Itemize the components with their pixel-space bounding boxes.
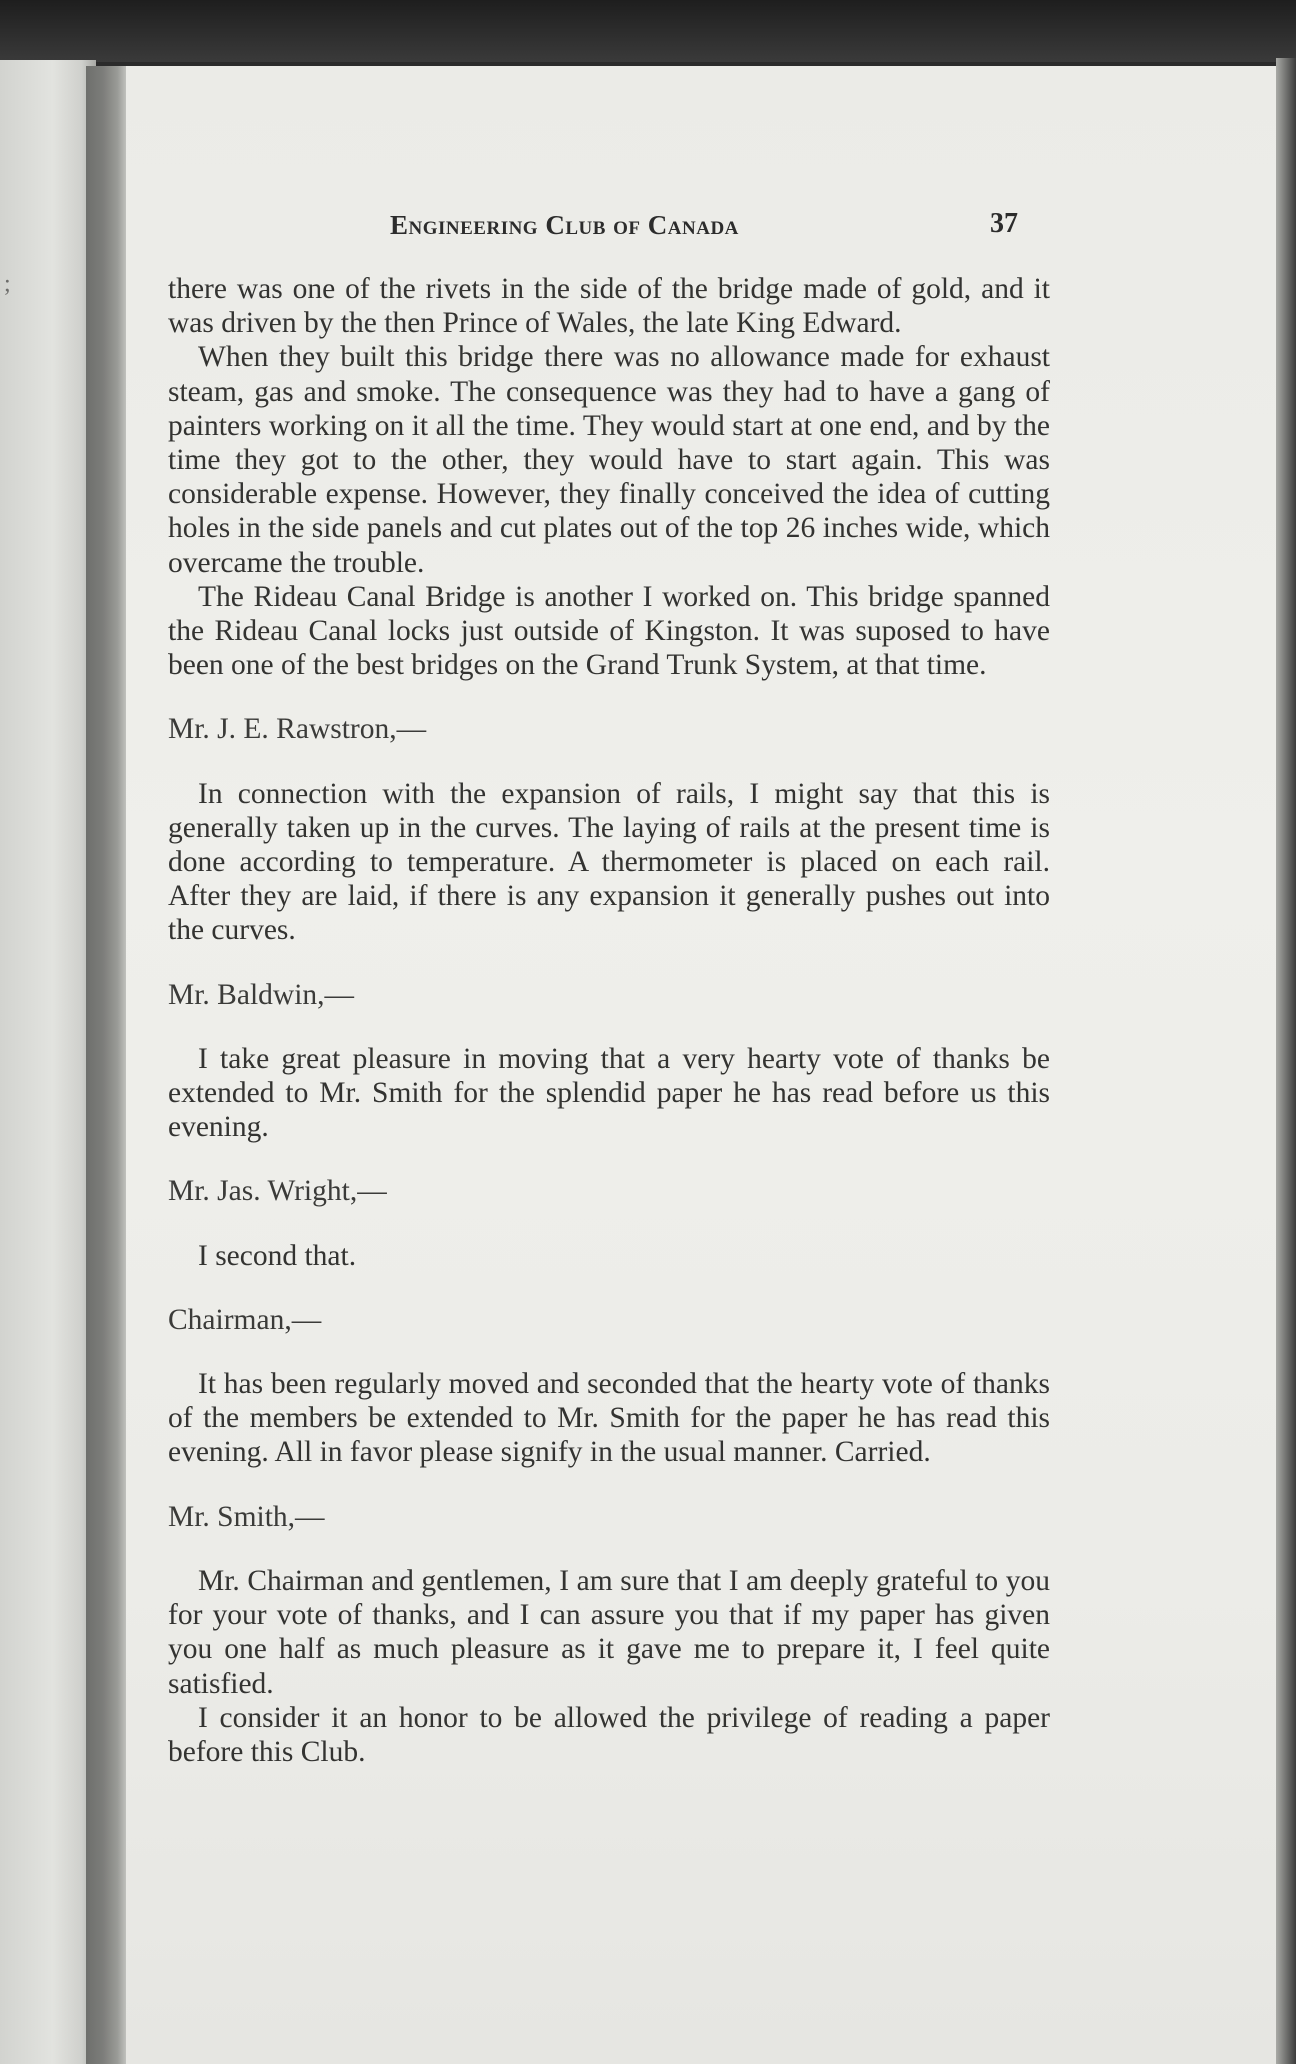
- paragraph: When they built this bridge there was no allowance made for exhaust steam, gas and smoke. The consequence was they had to have a gang of painters working on it all the time. They would start at one end, and by the time they got to the other, they would have to start again. This was considerable expense. However, they finally conceived the idea of cutting holes in the side panels and cut plates out of the top 26 inches wide, which overcame the trouble.: [168, 341, 1050, 579]
- paragraph-continued: there was one of the rivets in the side of the bridge made of gold, and it was driven by the then Prince of Wales, the late King Edward.: [168, 273, 1050, 340]
- paragraph: It has been regularly moved and seconded that the hearty vote of thanks of the members be extended to Mr. Smith for the paper he has read this evening. All in favor please signify in the usual manner. Carried.: [168, 1368, 1050, 1469]
- scanner-background: [0, 0, 1296, 62]
- facing-page-edge: [0, 60, 96, 2064]
- speaker-heading: Mr. Smith,—: [168, 1500, 325, 1533]
- speaker-heading: Mr. Jas. Wright,—: [168, 1175, 387, 1208]
- speaker-heading: Mr. J. E. Rawstron,—: [168, 713, 427, 746]
- speaker-heading: Chairman,—: [168, 1303, 322, 1336]
- paragraph: I consider it an honor to be allowed the privilege of reading a paper before this Club.: [168, 1701, 1050, 1768]
- margin-mark: ;: [4, 271, 11, 297]
- book-gutter: [86, 66, 128, 2064]
- paragraph: In connection with the expansion of rails, I might say that this is generally taken up in the curves. The laying of rails at the present time is done according to temperature. A thermometer is placed on each rail. After they are laid, if there is any expansion it generally pushes out into the curves.: [168, 777, 1050, 947]
- speaker-heading: Mr. Baldwin,—: [168, 978, 355, 1011]
- paragraph: I take great pleasure in moving that a very hearty vote of thanks be extended to Mr. Smith for the splendid paper he has read before us this evening.: [168, 1042, 1050, 1144]
- running-head-title: Engineering Club of Canada: [390, 210, 739, 240]
- page-right-edge: [1276, 58, 1296, 2064]
- paragraph: The Rideau Canal Bridge is another I worked on. This bridge spanned the Rideau Canal locks just outside of Kingston. It was suposed to have been one of the best bridges on the Grand Trunk System, at that time.: [168, 580, 1050, 682]
- page-body: [168, 272, 1050, 1769]
- paragraph: I second that.: [198, 1239, 357, 1272]
- paragraph: Mr. Chairman and gentlemen, I am sure that I am deeply grateful to you for your vote of thanks, and I can assure you that if my paper has given you one half as much pleasure as it gave me to prepare it, I feel quite satisfied.: [168, 1564, 1050, 1700]
- page-number: 37: [990, 208, 1018, 239]
